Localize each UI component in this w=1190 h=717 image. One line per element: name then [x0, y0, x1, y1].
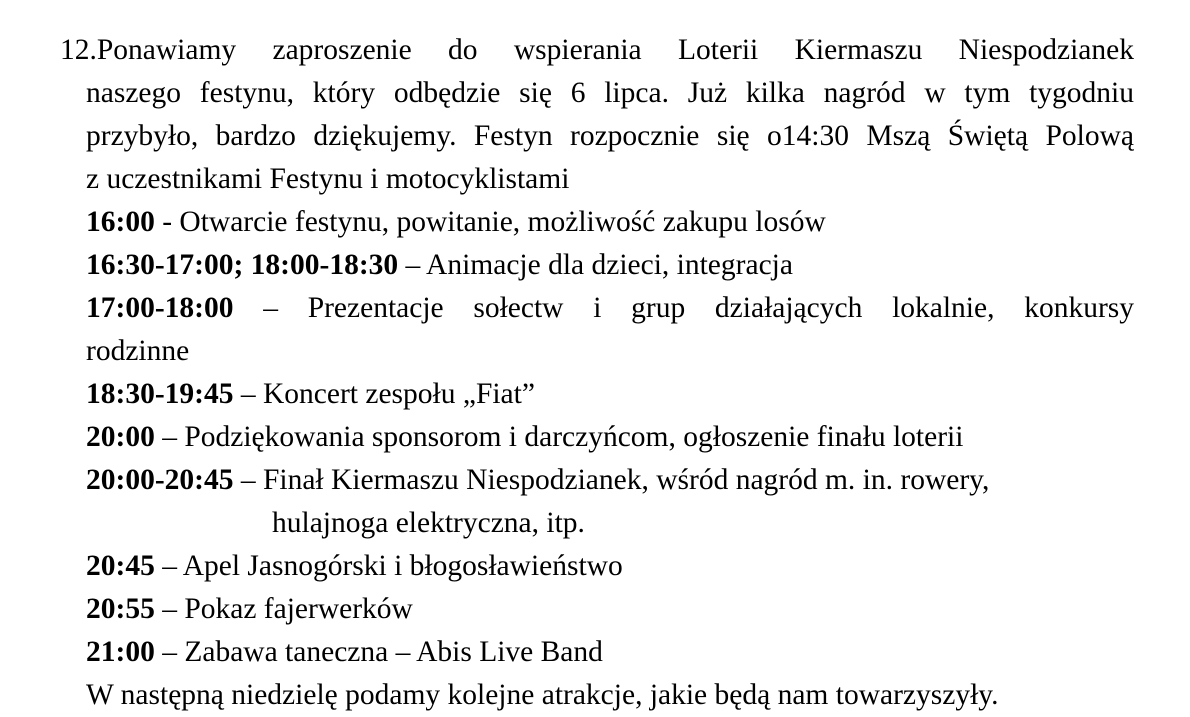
schedule-item	[86, 631, 603, 674]
schedule-item	[86, 588, 413, 631]
schedule-text: – Koncert zespołu „Fiat”	[233, 378, 535, 410]
schedule-time: 20:45	[86, 550, 155, 582]
paragraph-line-2: naszego festynu, który odbędzie się 6 lipca. Już kilka nagród w tym tygodniu	[86, 77, 1134, 109]
schedule-time: 18:30-19:45	[86, 378, 234, 410]
paragraph-line-1	[60, 29, 1134, 72]
schedule-item	[86, 459, 989, 502]
paragraph-line-3: przybyło, bardzo dziękujemy. Festyn rozpocznie się o14:30 Mszą Świętą Polową	[86, 120, 1134, 152]
schedule-item	[86, 416, 963, 459]
schedule-item-continuation: hulajnoga elektryczna, itp.	[272, 507, 585, 539]
schedule-text: – Zabawa taneczna – Abis Live Band	[154, 636, 603, 668]
schedule-text: – Podziękowania sponsorom i darczyńcom, ogłoszenie finału loterii	[154, 421, 964, 453]
schedule-item	[86, 201, 826, 244]
paragraph-line-4: z uczestnikami Festynu i motocyklistami	[86, 163, 570, 195]
schedule-text: – Pokaz fajerwerków	[154, 593, 413, 625]
schedule-time: 20:00	[86, 421, 155, 453]
footer-note: W następną niedzielę podamy kolejne atrakcje, jakie będą nam towarzyszyły.	[86, 679, 999, 711]
schedule-time: 16:30-17:00; 18:00-18:30	[86, 249, 399, 281]
schedule-time: 21:00	[86, 636, 155, 668]
schedule-text: – Apel Jasnogórski i błogosławieństwo	[154, 550, 623, 582]
schedule-text: – Prezentacje sołectw i grup działających lokalnie, konkursy	[233, 292, 1134, 324]
schedule-item	[86, 545, 623, 588]
schedule-text: - Otwarcie festynu, powitanie, możliwość zakupu losów	[154, 206, 826, 238]
schedule-time: 20:00-20:45	[86, 464, 234, 496]
schedule-text: – Finał Kiermaszu Niespodzianek, wśród nagród m. in. rowery,	[233, 464, 990, 496]
schedule-item	[86, 373, 535, 416]
schedule-time: 20:55	[86, 593, 155, 625]
paragraph-text: Ponawiamy zaproszenie do wspierania Loterii Kiermaszu Niespodzianek	[96, 34, 1134, 66]
schedule-item	[86, 287, 1134, 330]
schedule-item	[86, 244, 793, 287]
schedule-time: 17:00-18:00	[86, 292, 234, 324]
item-number: 12.	[60, 34, 97, 66]
schedule-text: – Animacje dla dzieci, integracja	[398, 249, 793, 281]
schedule-item-continuation: rodzinne	[86, 335, 190, 367]
schedule-time: 16:00	[86, 206, 155, 238]
